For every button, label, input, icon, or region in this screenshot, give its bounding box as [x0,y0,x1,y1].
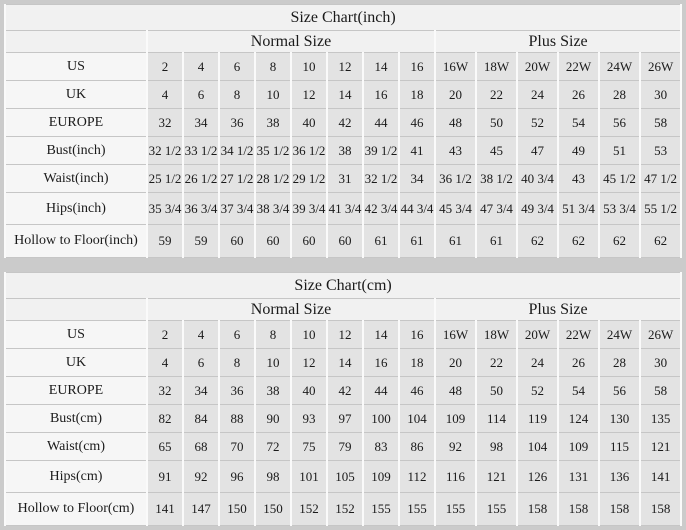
size-value-cell: 155 [435,493,476,526]
size-value-cell: 62 [558,225,599,258]
size-value-cell: 24W [599,321,640,349]
size-value-cell: 20W [517,321,558,349]
size-value-cell: 61 [363,225,399,258]
size-value-cell: 114 [476,405,517,433]
group-header-normal-size: Normal Size [147,31,435,53]
size-value-cell: 16 [399,321,435,349]
size-value-cell: 47 3/4 [476,193,517,225]
size-value-cell: 10 [291,53,327,81]
corner-cell [5,31,147,53]
table-row [5,109,681,137]
size-value-cell: 60 [255,225,291,258]
size-value-cell: 155 [476,493,517,526]
size-value-cell: 16 [399,53,435,81]
row-label: Waist(cm) [5,433,147,461]
size-value-cell: 28 [599,349,640,377]
size-value-cell: 150 [255,493,291,526]
size-value-cell: 105 [327,461,363,493]
size-value-cell: 30 [640,349,681,377]
table-row [5,193,681,225]
size-value-cell: 54 [558,109,599,137]
size-value-cell: 98 [476,433,517,461]
size-value-cell: 53 3/4 [599,193,640,225]
size-value-cell: 42 [327,109,363,137]
table-row [5,321,681,349]
group-header-normal-size: Normal Size [147,299,435,321]
size-value-cell: 4 [183,53,219,81]
size-value-cell: 22 [476,81,517,109]
size-value-cell: 56 [599,377,640,405]
size-value-cell: 42 [327,377,363,405]
size-value-cell: 36 [219,109,255,137]
size-value-cell: 2 [147,321,183,349]
size-value-cell: 43 [435,137,476,165]
size-value-cell: 14 [327,81,363,109]
size-value-cell: 38 [327,137,363,165]
size-value-cell: 109 [435,405,476,433]
size-value-cell: 27 1/2 [219,165,255,193]
size-value-cell: 158 [599,493,640,526]
table-row [5,433,681,461]
size-value-cell: 32 [147,109,183,137]
size-value-cell: 28 [599,81,640,109]
size-value-cell: 46 [399,377,435,405]
size-value-cell: 58 [640,377,681,405]
table-row [5,349,681,377]
size-value-cell: 31 [327,165,363,193]
size-value-cell: 51 [599,137,640,165]
size-value-cell: 18W [476,321,517,349]
size-value-cell: 26 [558,81,599,109]
size-value-cell: 59 [147,225,183,258]
size-value-cell: 35 3/4 [147,193,183,225]
size-value-cell: 6 [219,53,255,81]
size-value-cell: 40 [291,377,327,405]
size-value-cell: 158 [640,493,681,526]
size-value-cell: 34 1/2 [219,137,255,165]
size-value-cell: 83 [363,433,399,461]
size-value-cell: 16W [435,321,476,349]
size-value-cell: 47 [517,137,558,165]
size-value-cell: 44 [363,377,399,405]
size-value-cell: 62 [599,225,640,258]
size-value-cell: 60 [327,225,363,258]
size-value-cell: 51 3/4 [558,193,599,225]
row-label: UK [5,349,147,377]
group-header-plus-size: Plus Size [435,299,681,321]
size-value-cell: 116 [435,461,476,493]
size-value-cell: 147 [183,493,219,526]
size-value-cell: 70 [219,433,255,461]
size-value-cell: 65 [147,433,183,461]
size-value-cell: 45 3/4 [435,193,476,225]
size-value-cell: 119 [517,405,558,433]
size-value-cell: 68 [183,433,219,461]
size-value-cell: 26 [558,349,599,377]
size-value-cell: 14 [363,321,399,349]
size-value-cell: 50 [476,377,517,405]
table-row [5,165,681,193]
size-value-cell: 47 1/2 [640,165,681,193]
size-value-cell: 141 [640,461,681,493]
size-value-cell: 6 [183,349,219,377]
table-row [5,137,681,165]
size-value-cell: 62 [640,225,681,258]
size-value-cell: 10 [291,321,327,349]
size-value-cell: 60 [291,225,327,258]
size-value-cell: 36 1/2 [291,137,327,165]
size-value-cell: 41 [399,137,435,165]
table-row [5,405,681,433]
size-value-cell: 61 [399,225,435,258]
size-value-cell: 24W [599,53,640,81]
size-value-cell: 24 [517,81,558,109]
size-value-cell: 44 3/4 [399,193,435,225]
size-value-cell: 16 [363,81,399,109]
size-chart-cm-table [4,272,682,526]
size-value-cell: 22 [476,349,517,377]
size-value-cell: 20W [517,53,558,81]
size-value-cell: 93 [291,405,327,433]
size-value-cell: 49 3/4 [517,193,558,225]
size-value-cell: 126 [517,461,558,493]
table-row [5,461,681,493]
table-row [5,377,681,405]
size-value-cell: 101 [291,461,327,493]
size-value-cell: 20 [435,81,476,109]
size-value-cell: 56 [599,109,640,137]
size-value-cell: 6 [183,81,219,109]
table-row [5,81,681,109]
size-value-cell: 45 1/2 [599,165,640,193]
size-value-cell: 130 [599,405,640,433]
table-row [5,225,681,258]
size-value-cell: 22W [558,53,599,81]
size-value-cell: 136 [599,461,640,493]
row-label: Hollow to Floor(cm) [5,493,147,526]
size-value-cell: 28 1/2 [255,165,291,193]
row-label: UK [5,81,147,109]
size-value-cell: 10 [255,81,291,109]
size-value-cell: 24 [517,349,558,377]
size-value-cell: 72 [255,433,291,461]
size-value-cell: 34 [183,109,219,137]
size-value-cell: 2 [147,53,183,81]
row-label: Hips(cm) [5,461,147,493]
size-value-cell: 10 [255,349,291,377]
size-value-cell: 75 [291,433,327,461]
size-value-cell: 12 [327,53,363,81]
row-label: EUROPE [5,109,147,137]
size-value-cell: 12 [327,321,363,349]
size-value-cell: 4 [147,81,183,109]
size-value-cell: 50 [476,109,517,137]
size-value-cell: 26W [640,53,681,81]
size-value-cell: 88 [219,405,255,433]
row-label: US [5,53,147,81]
table-row [5,53,681,81]
size-value-cell: 34 [183,377,219,405]
size-value-cell: 62 [517,225,558,258]
size-value-cell: 35 1/2 [255,137,291,165]
size-value-cell: 79 [327,433,363,461]
size-chart-inch-table [4,4,682,258]
chart-title: Size Chart(cm) [5,273,681,299]
size-value-cell: 92 [435,433,476,461]
size-value-cell: 91 [147,461,183,493]
size-value-cell: 42 3/4 [363,193,399,225]
size-value-cell: 12 [291,349,327,377]
size-value-cell: 36 3/4 [183,193,219,225]
size-value-cell: 52 [517,109,558,137]
size-value-cell: 158 [517,493,558,526]
size-value-cell: 60 [219,225,255,258]
size-value-cell: 46 [399,109,435,137]
row-label: Bust(cm) [5,405,147,433]
size-value-cell: 152 [327,493,363,526]
size-value-cell: 98 [255,461,291,493]
size-value-cell: 44 [363,109,399,137]
size-value-cell: 84 [183,405,219,433]
size-value-cell: 48 [435,109,476,137]
size-value-cell: 30 [640,81,681,109]
size-value-cell: 82 [147,405,183,433]
size-value-cell: 131 [558,461,599,493]
size-value-cell: 86 [399,433,435,461]
size-value-cell: 26W [640,321,681,349]
size-value-cell: 115 [599,433,640,461]
size-value-cell: 43 [558,165,599,193]
size-value-cell: 52 [517,377,558,405]
size-value-cell: 112 [399,461,435,493]
size-value-cell: 155 [399,493,435,526]
size-value-cell: 59 [183,225,219,258]
size-value-cell: 38 1/2 [476,165,517,193]
size-value-cell: 25 1/2 [147,165,183,193]
size-value-cell: 109 [363,461,399,493]
corner-cell [5,299,147,321]
size-value-cell: 14 [327,349,363,377]
row-label: Hollow to Floor(inch) [5,225,147,258]
size-value-cell: 8 [219,81,255,109]
size-value-cell: 39 3/4 [291,193,327,225]
size-value-cell: 104 [399,405,435,433]
size-value-cell: 38 3/4 [255,193,291,225]
size-value-cell: 39 1/2 [363,137,399,165]
size-value-cell: 12 [291,81,327,109]
chart-title: Size Chart(inch) [5,5,681,31]
size-value-cell: 150 [219,493,255,526]
size-value-cell: 18W [476,53,517,81]
size-value-cell: 34 [399,165,435,193]
size-value-cell: 55 1/2 [640,193,681,225]
size-value-cell: 40 [291,109,327,137]
size-value-cell: 16W [435,53,476,81]
row-label: Bust(inch) [5,137,147,165]
size-value-cell: 90 [255,405,291,433]
size-value-cell: 4 [183,321,219,349]
size-value-cell: 33 1/2 [183,137,219,165]
table-row [5,493,681,526]
size-value-cell: 8 [255,321,291,349]
size-value-cell: 36 [219,377,255,405]
size-value-cell: 109 [558,433,599,461]
size-value-cell: 29 1/2 [291,165,327,193]
size-value-cell: 8 [219,349,255,377]
size-value-cell: 41 3/4 [327,193,363,225]
size-value-cell: 38 [255,377,291,405]
row-label: EUROPE [5,377,147,405]
size-value-cell: 97 [327,405,363,433]
size-value-cell: 158 [558,493,599,526]
size-value-cell: 58 [640,109,681,137]
size-value-cell: 14 [363,53,399,81]
size-value-cell: 4 [147,349,183,377]
size-value-cell: 20 [435,349,476,377]
size-value-cell: 6 [219,321,255,349]
size-value-cell: 38 [255,109,291,137]
size-value-cell: 96 [219,461,255,493]
size-value-cell: 61 [476,225,517,258]
size-value-cell: 92 [183,461,219,493]
size-value-cell: 37 3/4 [219,193,255,225]
group-header-plus-size: Plus Size [435,31,681,53]
size-value-cell: 18 [399,81,435,109]
size-value-cell: 32 [147,377,183,405]
size-value-cell: 141 [147,493,183,526]
size-value-cell: 26 1/2 [183,165,219,193]
size-value-cell: 48 [435,377,476,405]
size-value-cell: 135 [640,405,681,433]
size-value-cell: 16 [363,349,399,377]
row-label: Waist(inch) [5,165,147,193]
size-value-cell: 36 1/2 [435,165,476,193]
size-value-cell: 124 [558,405,599,433]
size-value-cell: 53 [640,137,681,165]
size-value-cell: 152 [291,493,327,526]
size-value-cell: 32 1/2 [363,165,399,193]
row-label: US [5,321,147,349]
size-value-cell: 40 3/4 [517,165,558,193]
size-value-cell: 32 1/2 [147,137,183,165]
size-value-cell: 121 [476,461,517,493]
size-value-cell: 121 [640,433,681,461]
size-value-cell: 8 [255,53,291,81]
size-value-cell: 45 [476,137,517,165]
size-value-cell: 54 [558,377,599,405]
size-value-cell: 155 [363,493,399,526]
size-value-cell: 100 [363,405,399,433]
size-value-cell: 22W [558,321,599,349]
row-label: Hips(inch) [5,193,147,225]
size-value-cell: 104 [517,433,558,461]
size-value-cell: 61 [435,225,476,258]
size-value-cell: 49 [558,137,599,165]
size-value-cell: 18 [399,349,435,377]
